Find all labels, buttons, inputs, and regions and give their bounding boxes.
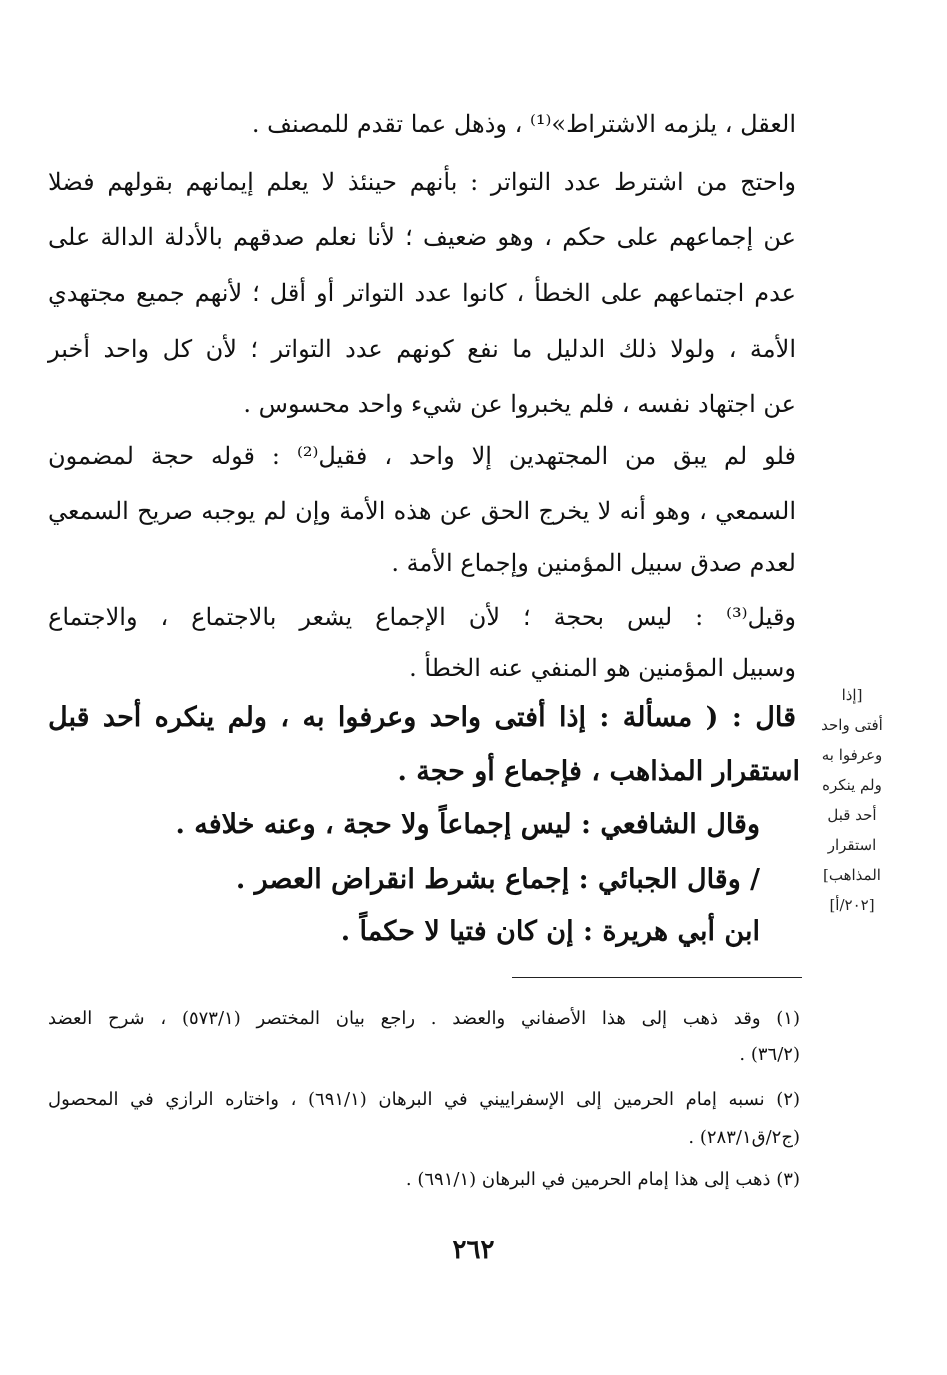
footnote-separator (512, 977, 802, 978)
footnote-3: (٣) ذهب إلى هذا إمام الحرمين في البرهان (٦٩١/١) . (405, 1169, 800, 1190)
matn-line: ابن أبي هريرة : إن كان فتيا لا حكماً . (340, 916, 760, 947)
footnote-1: (١) وقد ذهب إلى هذا الأصفاني والعضد . راجع بيان المختصر (٥٧٣/١) ، شرح العضد (48, 1008, 800, 1029)
margin-note-line: أحد قبل (827, 806, 877, 824)
matn-line: وقال الشافعي : ليس إجماعاً ولا حجة ، وعنه خلافه . (175, 809, 760, 840)
text-line: عن اجتهاد نفسه ، فلم يخبروا عن شيء واحد محسوس . (243, 390, 796, 418)
footnote-2: (٢) نسبه إمام الحرمين إلى الإسفراييني في البرهان (٦٩١/١) ، واختاره الرازي في المحصول (48, 1089, 801, 1110)
margin-note-line: وعرفوا به (821, 746, 883, 764)
text-line: وسبيل المؤمنين هو المنفي عنه الخطأ . (409, 654, 796, 682)
text-line: عدم اجتماعهم على الخطأ ، كانوا عدد التواتر أو أقل ؛ لأنهم جميع مجتهدي (48, 279, 796, 307)
footnote-2-cont: (ج٢/ق٢٨٣/١) . (688, 1127, 800, 1148)
text-line: واحتج من اشترط عدد التواتر : بأنهم حينئذ لا يعلم إيمانهم بقولهم فضلا (48, 168, 796, 196)
margin-note (812, 680, 892, 920)
text-line: عن إجماعهم على حكم ، وهو ضعيف ؛ لأنا نعلم صدقهم بالأدلة الدالة على (48, 223, 796, 251)
text-line: وقيل⁽³⁾ : ليس بحجة ؛ لأن الإجماع يشعر بالاجتماع ، والاجتماع (48, 603, 796, 631)
margin-note-line: أفتى واحد (821, 716, 883, 734)
margin-note-line: استقرار (827, 836, 877, 854)
footnote-1-cont: (٣٦/٢) . (739, 1044, 800, 1065)
matn-line: استقرار المذاهب ، فإجماع أو حجة . (397, 756, 800, 787)
text-line: العقل ، يلزمه الاشتراط»⁽¹⁾ ، وذهل عما تقدم للمصنف . (251, 110, 796, 138)
margin-note-line: [٢٠٢/أ] (829, 896, 875, 914)
text-line: لعدم صدق سبيل المؤمنين وإجماع الأمة . (391, 549, 796, 577)
margin-note-line: [إذا (841, 686, 863, 704)
text-line: السمعي ، وهو أنه لا يخرج الحق عن هذه الأمة وإن لم يوجبه صريح السمعي (48, 497, 796, 525)
matn-line: قال : ( مسألة : إذا أفتى واحد وعرفوا به ، ولم ينكره أحد قبل (48, 702, 796, 733)
text-line: الأمة ، ولولا ذلك الدليل ما نفع كونهم عدد التواتر ؛ لأن كل واحد أخبر (48, 335, 796, 363)
matn-line: / وقال الجبائي : إجماع بشرط انقراض العصر . (235, 864, 760, 895)
margin-note-line: المذاهب] (823, 866, 881, 884)
page-number: ٢٦٢ (452, 1235, 495, 1265)
margin-note-line: ولم ينكره (822, 776, 882, 794)
text-line: فلو لم يبق من المجتهدين إلا واحد ، فقيل⁽²⁾ : قوله حجة لمضمون (48, 442, 796, 470)
